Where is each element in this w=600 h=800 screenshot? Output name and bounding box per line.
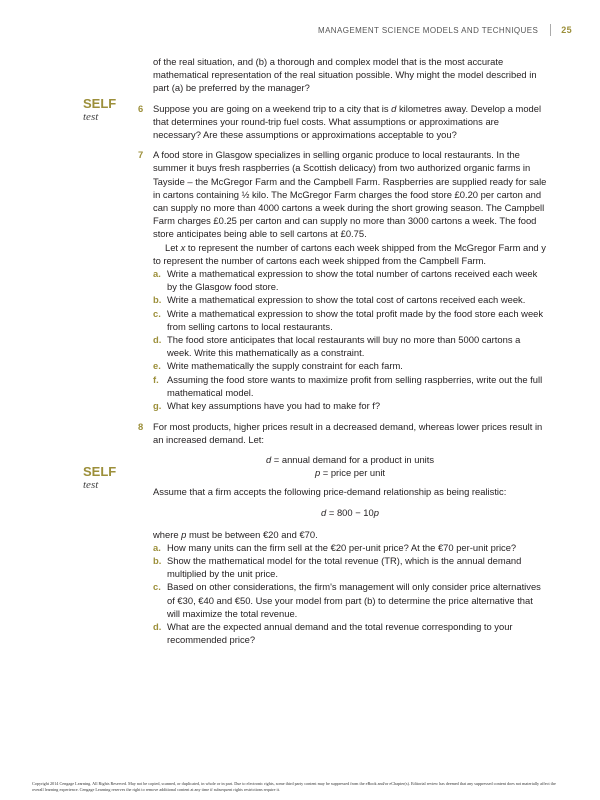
copyright-footer: Copyright 2014 Cengage Learning. All Rights Reserved. May not be copied, scanned, or duplicated, in whole or in part. Due to electronic rights, some third party content may be suppressed from the eBook and/or eChapter(s). Editorial review has deemed that any suppressed content does not materially affect the overall learning experience. Cengage Learning reserves the right to remove additional content at any time if subsequent rights restrictions require it.	[32, 781, 556, 792]
question-7-para1: A food store in Glasgow specializes in selling organic produce to local restaurants. In the summer it buys fresh raspberries (a Scottish delicacy) from two authorized organic farms in Tayside – the McGregor Farm and the Campbell Farm. Raspberries are supplied ready for sale in cartons containing ½ kilo. The McGregor Farm charges the food store £0.20 per carton and can supply no more than 4000 cartons a week during the short growing season. The Campbell Farm charges £0.25 per carton and can supply no more than 3000 cartons a week. The food store anticipates being able to sell cartons at £0.75.	[153, 149, 547, 240]
question-7	[138, 148, 547, 412]
price-demand-equation: d = 800 − 10p	[321, 507, 379, 519]
list-item: f. Assuming the food store wants to maximize profit from selling raspberries, write out the full mathematical model.	[153, 373, 543, 398]
question-6	[138, 102, 547, 142]
question-number: 6	[138, 102, 144, 114]
list-item: c. Based on other considerations, the firm's management will only consider price alternatives of €30, €40 and €50. Use your model from part (b) to determine the price alternative that will maximize the total revenue.	[153, 581, 541, 619]
question-6-text: Suppose you are going on a weekend trip to a city that is d kilometres away. Develop a model that determines your round-trip fuel costs. What assumptions or approximations are necessary? Are these assumptions or approximations acceptable to you?	[153, 102, 542, 141]
previous-question-continuation: of the real situation, and (b) a thorough and complex model that is the most accurate mathematical representation of the real situation possible. Why might the model described in part (a) be preferred by the manager?	[153, 56, 537, 94]
list-item: c. Write a mathematical expression to show the total profit made by the food store each week from selling cartons to local restaurants.	[153, 307, 544, 332]
self-test-marker-q6	[83, 97, 133, 124]
running-header	[318, 24, 572, 36]
definition-p: p = price per unit	[314, 466, 386, 478]
self-label: SELF	[83, 464, 117, 479]
header-title: MANAGEMENT SCIENCE MODELS AND TECHNIQUES	[318, 25, 539, 35]
header-divider	[550, 24, 551, 36]
list-item: g. What key assumptions have you had to make for f?	[153, 400, 381, 412]
price-range-text: where p must be between €20 and €70.	[153, 528, 318, 540]
self-test-marker-q8	[83, 465, 133, 492]
test-label: test	[83, 111, 99, 123]
test-label: test	[83, 479, 99, 491]
list-item: b. Write a mathematical expression to show the total cost of cartons received each week.	[153, 294, 526, 306]
list-item: d. The food store anticipates that local restaurants will buy no more than 5000 cartons a week. Write this mathematically as a constraint.	[153, 334, 521, 359]
question-8-parts	[153, 541, 547, 647]
self-label: SELF	[83, 96, 117, 111]
question-number: 8	[138, 421, 144, 433]
question-7-parts	[153, 267, 547, 412]
question-8	[138, 420, 547, 646]
question-7-para2: Let x to represent the number of cartons each week shipped from the McGregor Farm and y to represent the number of cartons each week shipped from the Campbell Farm.	[153, 241, 546, 266]
question-number: 7	[138, 149, 144, 161]
list-item: a. How many units can the firm sell at the €20 per-unit price? At the €70 per-unit price?	[153, 541, 517, 553]
variable-definitions	[153, 453, 547, 479]
list-item: d. What are the expected annual demand and the total revenue corresponding to your recommended price?	[153, 620, 513, 646]
list-item: a. Write a mathematical expression to show the total number of cartons received each week by the Glasgow food store.	[153, 268, 538, 293]
page-number: 25	[561, 25, 572, 35]
question-8-text: For most products, higher prices result in a decreased demand, whereas lower prices result in an increased demand. Let:	[153, 421, 543, 446]
main-content	[138, 55, 547, 646]
assumption-text: Assume that a firm accepts the following price-demand relationship as being realistic:	[153, 486, 507, 498]
definition-d: d = annual demand for a product in units	[265, 453, 435, 465]
list-item: e. Write mathematically the supply constraint for each farm.	[153, 360, 403, 372]
list-item: b. Show the mathematical model for the total revenue (TR), which is the annual demand multiplied by the unit price.	[153, 554, 522, 580]
